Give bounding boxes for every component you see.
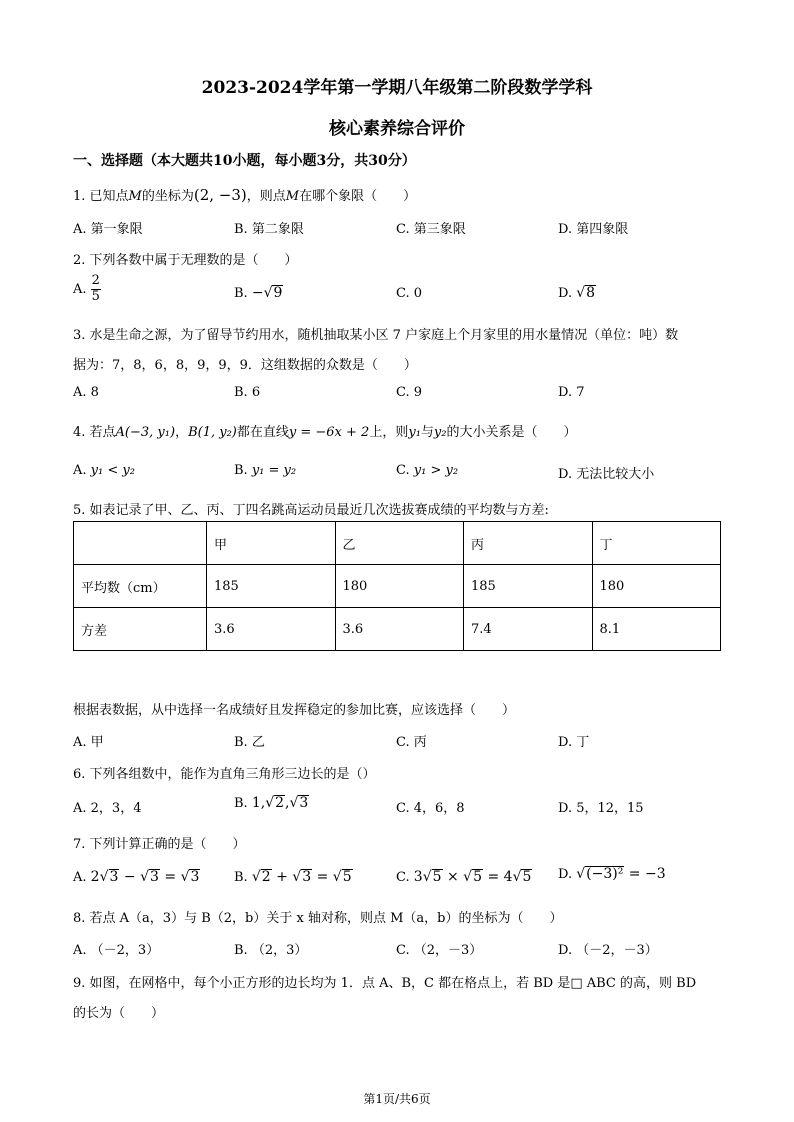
question-1 — [73, 185, 416, 204]
sqrt-icon: √ — [251, 869, 261, 885]
q3-option-a[interactable]: A. 8 — [73, 385, 99, 400]
q4-y2: y₂ — [433, 425, 447, 440]
q2-b-radicand: 9 — [273, 285, 283, 301]
sqrt-icon: √ — [140, 869, 149, 885]
sqrt-icon: √ — [332, 869, 342, 885]
q4-stem-e: 的大小关系是（ ） — [446, 425, 577, 440]
question-2: 2. 下列各数中属于无理数的是（ ） — [73, 253, 298, 268]
q6-option-c[interactable]: C. 4，6，8 — [396, 801, 465, 816]
sqrt-icon: √ — [265, 795, 275, 811]
q4-y1: y₁ — [408, 425, 421, 440]
q6-option-a[interactable]: A. 2，3，4 — [73, 801, 142, 816]
q7-option-a[interactable] — [73, 869, 200, 885]
q4-stem-a: 4. 若点 — [73, 425, 116, 440]
question-5: 5. 如表记录了甲、乙、丙、丁四名跳高运动员最近几次选拔赛成绩的平均数与方差: — [73, 503, 549, 518]
q6-b-comma: , — [285, 795, 290, 811]
sqrt-icon: √ — [292, 869, 302, 885]
q1-option-a[interactable]: A. 第一象限 — [73, 222, 143, 237]
table-row — [74, 565, 721, 608]
q2-option-d[interactable] — [558, 285, 596, 301]
q2-fraction-numerator: 2 — [91, 273, 100, 288]
q1-coordinate: (2, −3) — [193, 186, 247, 204]
table-cell: 180 — [592, 565, 721, 608]
q8-option-a[interactable]: A. （－2，3） — [73, 943, 160, 958]
q7-a-minus: − — [119, 869, 141, 885]
section-heading: 一、选择题（本大题共10小题，每小题3分，共30分） — [73, 153, 416, 169]
q2-option-b[interactable] — [234, 285, 283, 301]
q4-b-expr: y₁ = y₂ — [251, 463, 297, 478]
sqrt-icon: √ — [180, 869, 190, 885]
q7-b-rad-1: 2 — [261, 869, 271, 885]
q3-option-d[interactable]: D. 7 — [558, 385, 585, 400]
q7-d-radicand: (−3)² — [586, 866, 624, 882]
table-cell: 7.4 — [464, 608, 593, 651]
q1-stem-c: ，则点 — [246, 189, 286, 204]
q4-stem-b: 都在直线 — [236, 425, 289, 440]
question-3-line-1: 3. 水是生命之源，为了留导节约用水，随机抽取某小区 7 户家庭上个月家里的用水量情况（单位：吨）数 — [73, 328, 679, 343]
score-table — [73, 521, 721, 651]
q7-b-label: B. — [234, 870, 248, 885]
q4-point-a: A(−3, y₁) — [115, 425, 176, 440]
q2-option-a[interactable] — [73, 274, 101, 305]
q4-option-c[interactable] — [396, 463, 458, 478]
q6-option-b[interactable] — [234, 795, 309, 811]
q2-b-sign: − — [251, 285, 264, 301]
q8-option-d[interactable]: D. （－2，－3） — [558, 943, 658, 958]
q1-stem-d: 在哪个象限（ ） — [299, 189, 417, 204]
table-cell: 185 — [207, 565, 336, 608]
q4-option-b[interactable] — [234, 463, 296, 478]
q7-c-label: C. — [396, 870, 410, 885]
q7-b-equals: = — [312, 869, 333, 885]
question-9-line-1: 9. 如图，在网格中，每个小正方形的边长均为 1．点 A、B，C 都在格点上，若 BD 是□ ABC 的高，则 BD — [73, 976, 697, 991]
q5-option-b[interactable]: B. 乙 — [234, 735, 265, 750]
table-header-cell: 甲 — [207, 522, 336, 565]
q1-var-m: M — [128, 189, 142, 204]
q4-option-a[interactable] — [73, 463, 135, 478]
table-cell: 3.6 — [335, 608, 464, 651]
table-header-cell: 丁 — [592, 522, 721, 565]
sqrt-icon: √ — [463, 869, 473, 885]
q6-b-one: 1, — [251, 795, 266, 811]
q7-d-label: D. — [558, 867, 573, 882]
q7-b-rad-3: 5 — [342, 869, 352, 885]
q7-d-equals: = −3 — [624, 866, 666, 882]
question-8: 8. 若点 A（a，3）与 B（2，b）关于 x 轴对称，则点 M（a，b）的坐标为（ ） — [73, 911, 563, 926]
q7-c-times: × — [442, 869, 464, 885]
table-cell: 180 — [335, 565, 464, 608]
q7-c-rad-1: 5 — [432, 869, 442, 885]
q2-b-label: B. — [234, 286, 248, 301]
question-3-line-2: 据为：7，8，6，8，9，9，9．这组数据的众数是（ ） — [73, 358, 417, 373]
q7-c-rad-3: 5 — [522, 869, 532, 885]
q7-a-label: A. — [73, 870, 87, 885]
question-9-line-2: 的长为（ ） — [73, 1006, 165, 1021]
q4-c-label: C. — [396, 463, 410, 478]
table-cell: 185 — [464, 565, 593, 608]
q4-a-expr: y₁ < y₂ — [90, 463, 135, 478]
q4-stem-d: 与 — [420, 425, 434, 440]
table-row — [74, 608, 721, 651]
page-footer: 第1页/共6页 — [363, 1092, 431, 1106]
question-4 — [73, 421, 577, 440]
q8-option-b[interactable]: B. （2，3） — [234, 943, 308, 958]
question-6: 6. 下列各组数中，能作为直角三角形三边长的是（） — [73, 767, 376, 782]
q7-b-rad-2: 3 — [302, 869, 312, 885]
table-cell: 方差 — [74, 608, 207, 651]
table-header-row — [74, 522, 721, 565]
q5-option-c[interactable]: C. 丙 — [396, 735, 427, 750]
q7-option-b[interactable] — [234, 869, 353, 885]
q6-b-label: B. — [234, 796, 248, 811]
table-header-cell: 丙 — [464, 522, 593, 565]
q7-c-rad-2: 5 — [473, 869, 483, 885]
page-subtitle: 核心素养综合评价 — [329, 119, 465, 139]
sqrt-icon: √ — [422, 869, 432, 885]
q3-option-c[interactable]: C. 9 — [396, 385, 423, 400]
q4-b-label: B. — [234, 463, 248, 478]
q6-b-radicand-1: 2 — [275, 795, 285, 811]
sqrt-icon: √ — [263, 285, 273, 301]
table-cell: 3.6 — [207, 608, 336, 651]
q7-a-equals: = — [159, 869, 181, 885]
q4-a-label: A. — [73, 463, 87, 478]
q5-option-d[interactable]: D. 丁 — [558, 735, 590, 750]
q7-option-d[interactable] — [558, 866, 666, 882]
q4-c-expr: y₁ > y₂ — [413, 463, 459, 478]
table-header-cell: 乙 — [335, 522, 464, 565]
table-cell: 8.1 — [592, 608, 721, 651]
q4-separator: ， — [175, 425, 189, 440]
q1-option-d[interactable]: D. 第四象限 — [558, 222, 629, 237]
q1-option-b[interactable]: B. 第二象限 — [234, 222, 304, 237]
q7-c-coef: 3 — [413, 869, 423, 885]
q2-option-c[interactable]: C. 0 — [396, 286, 423, 301]
table-cell: 平均数（cm） — [74, 565, 207, 608]
q6-b-radicand-2: 3 — [299, 795, 309, 811]
sqrt-icon: √ — [99, 869, 109, 885]
q4-line-equation: y = −6x + 2 — [288, 425, 370, 440]
q7-a-rad-1: 3 — [109, 869, 119, 885]
q5-option-a[interactable]: A. 甲 — [73, 735, 104, 750]
q2-fraction-denominator: 5 — [91, 288, 100, 304]
q2-fraction — [91, 274, 101, 305]
q7-a-coef: 2 — [90, 869, 100, 885]
page-title: 2023-2024学年第一学期八年级第二阶段数学学科 — [201, 78, 593, 98]
q1-option-c[interactable]: C. 第三象限 — [396, 222, 466, 237]
q4-stem-c: 上，则 — [369, 425, 409, 440]
question-7: 7. 下列计算正确的是（ ） — [73, 837, 246, 852]
q1-stem-a: 1. 已知点 — [73, 189, 129, 204]
table-header-cell — [74, 522, 207, 565]
q7-c-equals: = 4 — [483, 869, 513, 885]
q7-a-rad-3: 3 — [190, 869, 200, 885]
q2-a-label: A. — [73, 281, 87, 297]
sqrt-icon: √ — [289, 795, 299, 811]
sqrt-icon: √ — [576, 866, 586, 882]
question-5-followup: 根据表数据，从中选择一名成绩好且发挥稳定的参加比赛，应该选择（ ） — [73, 703, 516, 718]
q4-point-b: B(1, y₂) — [188, 425, 237, 440]
q3-option-b[interactable]: B. 6 — [234, 385, 261, 400]
q4-option-d[interactable]: D. 无法比较大小 — [558, 467, 655, 482]
q1-var-m-2: M — [285, 189, 300, 204]
q7-option-c[interactable] — [396, 869, 532, 885]
sqrt-icon: √ — [512, 869, 522, 885]
q6-option-d[interactable]: D. 5，12，15 — [558, 801, 644, 816]
q8-option-c[interactable]: C. （2，－3） — [396, 943, 483, 958]
q7-b-plus: + — [271, 869, 293, 885]
q1-stem-b: 的坐标为 — [141, 189, 194, 204]
q7-a-rad-2: 3 — [150, 869, 159, 885]
q2-d-radicand: 8 — [586, 285, 596, 301]
sqrt-icon: √ — [576, 285, 586, 301]
q2-d-label: D. — [558, 286, 573, 301]
